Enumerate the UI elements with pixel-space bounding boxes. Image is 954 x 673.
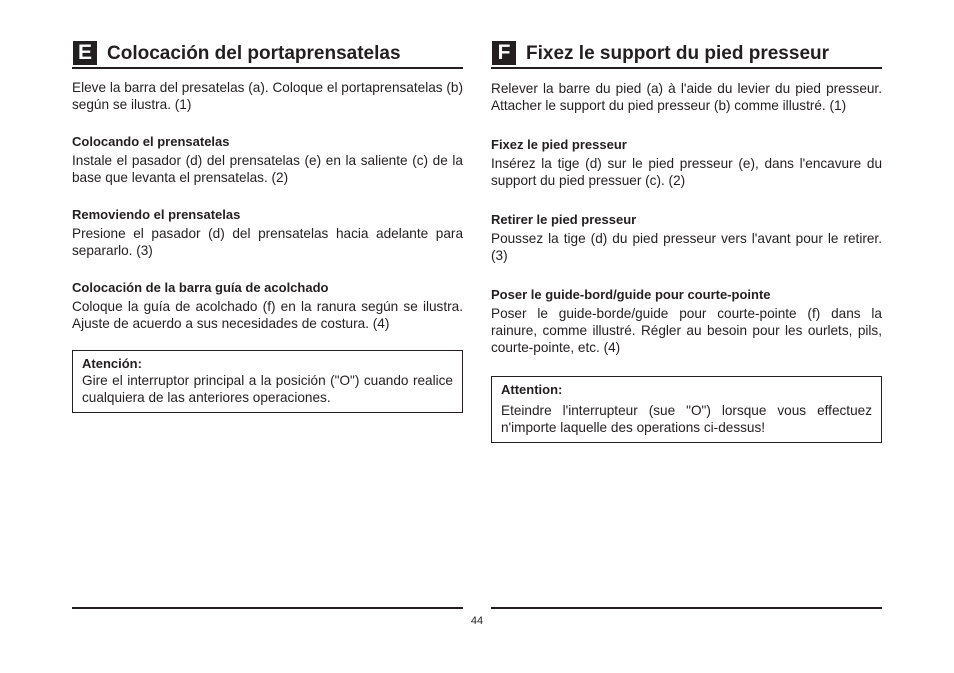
spanish-section-header bbox=[72, 42, 463, 69]
french-caution-text: Eteindre l'interrupteur (sue "O") lorsque vous effectuez n'importe laquelle des operations ci-dessus! bbox=[501, 403, 872, 435]
french-section-title: Fixez le support du pied presseur bbox=[526, 43, 830, 64]
spanish-text-remove-foot: Presione el pasador (d) del prensatelas hacia adelante para separarlo. (3) bbox=[72, 226, 463, 258]
footer-rule-right bbox=[491, 607, 882, 609]
french-text-remove-foot: Poussez la tige (d) du pied presseur vers l'avant pour le retirer. (3) bbox=[491, 231, 882, 263]
french-section-header bbox=[491, 42, 882, 69]
spanish-heading-quilting-guide: Colocación de la barra guía de acolchado bbox=[72, 280, 329, 295]
language-badge-e: E bbox=[73, 41, 97, 65]
french-text-attach-foot: Insérez la tige (d) sur le pied presseur (e), dans l'encavure du support du pied pressuer (c). (2) bbox=[491, 156, 882, 188]
language-badge-f: F bbox=[492, 41, 516, 65]
footer-rule-left bbox=[72, 607, 463, 609]
spanish-caution-box bbox=[72, 350, 463, 413]
french-heading-remove-foot: Retirer le pied presseur bbox=[491, 212, 637, 227]
french-text-quilting-guide: Poser le guide-borde/guide pour courte-pointe (f) dans la rainure, comme illustré. Régler au besoin pour les ourlets, pils, courte-pointe, etc. (4) bbox=[491, 306, 882, 355]
spanish-column bbox=[72, 42, 463, 413]
spanish-caution-title: Atención: bbox=[82, 356, 142, 371]
spanish-heading-remove-foot: Removiendo el prensatelas bbox=[72, 207, 241, 222]
french-heading-attach-foot: Fixez le pied presseur bbox=[491, 137, 627, 152]
french-caution-box bbox=[491, 376, 882, 443]
page-number: 44 bbox=[470, 615, 484, 627]
spanish-text-attach-foot: Instale el pasador (d) del prensatelas (e) en la saliente (c) de la base que levanta el prensatelas. (2) bbox=[72, 153, 463, 185]
french-heading-quilting-guide: Poser le guide-bord/guide pour courte-pointe bbox=[491, 287, 771, 302]
french-column bbox=[491, 42, 882, 443]
spanish-section-title: Colocación del portaprensatelas bbox=[107, 43, 401, 64]
spanish-text-quilting-guide: Coloque la guía de acolchado (f) en la ranura según se ilustra. Ajuste de acuerdo a sus necesidades de costura. (4) bbox=[72, 299, 463, 331]
spanish-intro-text: Eleve la barra del presatelas (a). Coloque el portaprensatelas (b) según se ilustra. (1) bbox=[72, 80, 463, 112]
spanish-caution-text: Gire el interruptor principal a la posición ("O") cuando realice cualquiera de las anteriores operaciones. bbox=[82, 373, 453, 405]
spanish-heading-attach-foot: Colocando el prensatelas bbox=[72, 134, 230, 149]
french-intro-text: Relever la barre du pied (a) à l'aide du levier du pied presseur. Attacher le support du pied presseur (b) comme illustré. (1) bbox=[491, 81, 882, 113]
french-caution-title: Attention: bbox=[501, 382, 563, 397]
